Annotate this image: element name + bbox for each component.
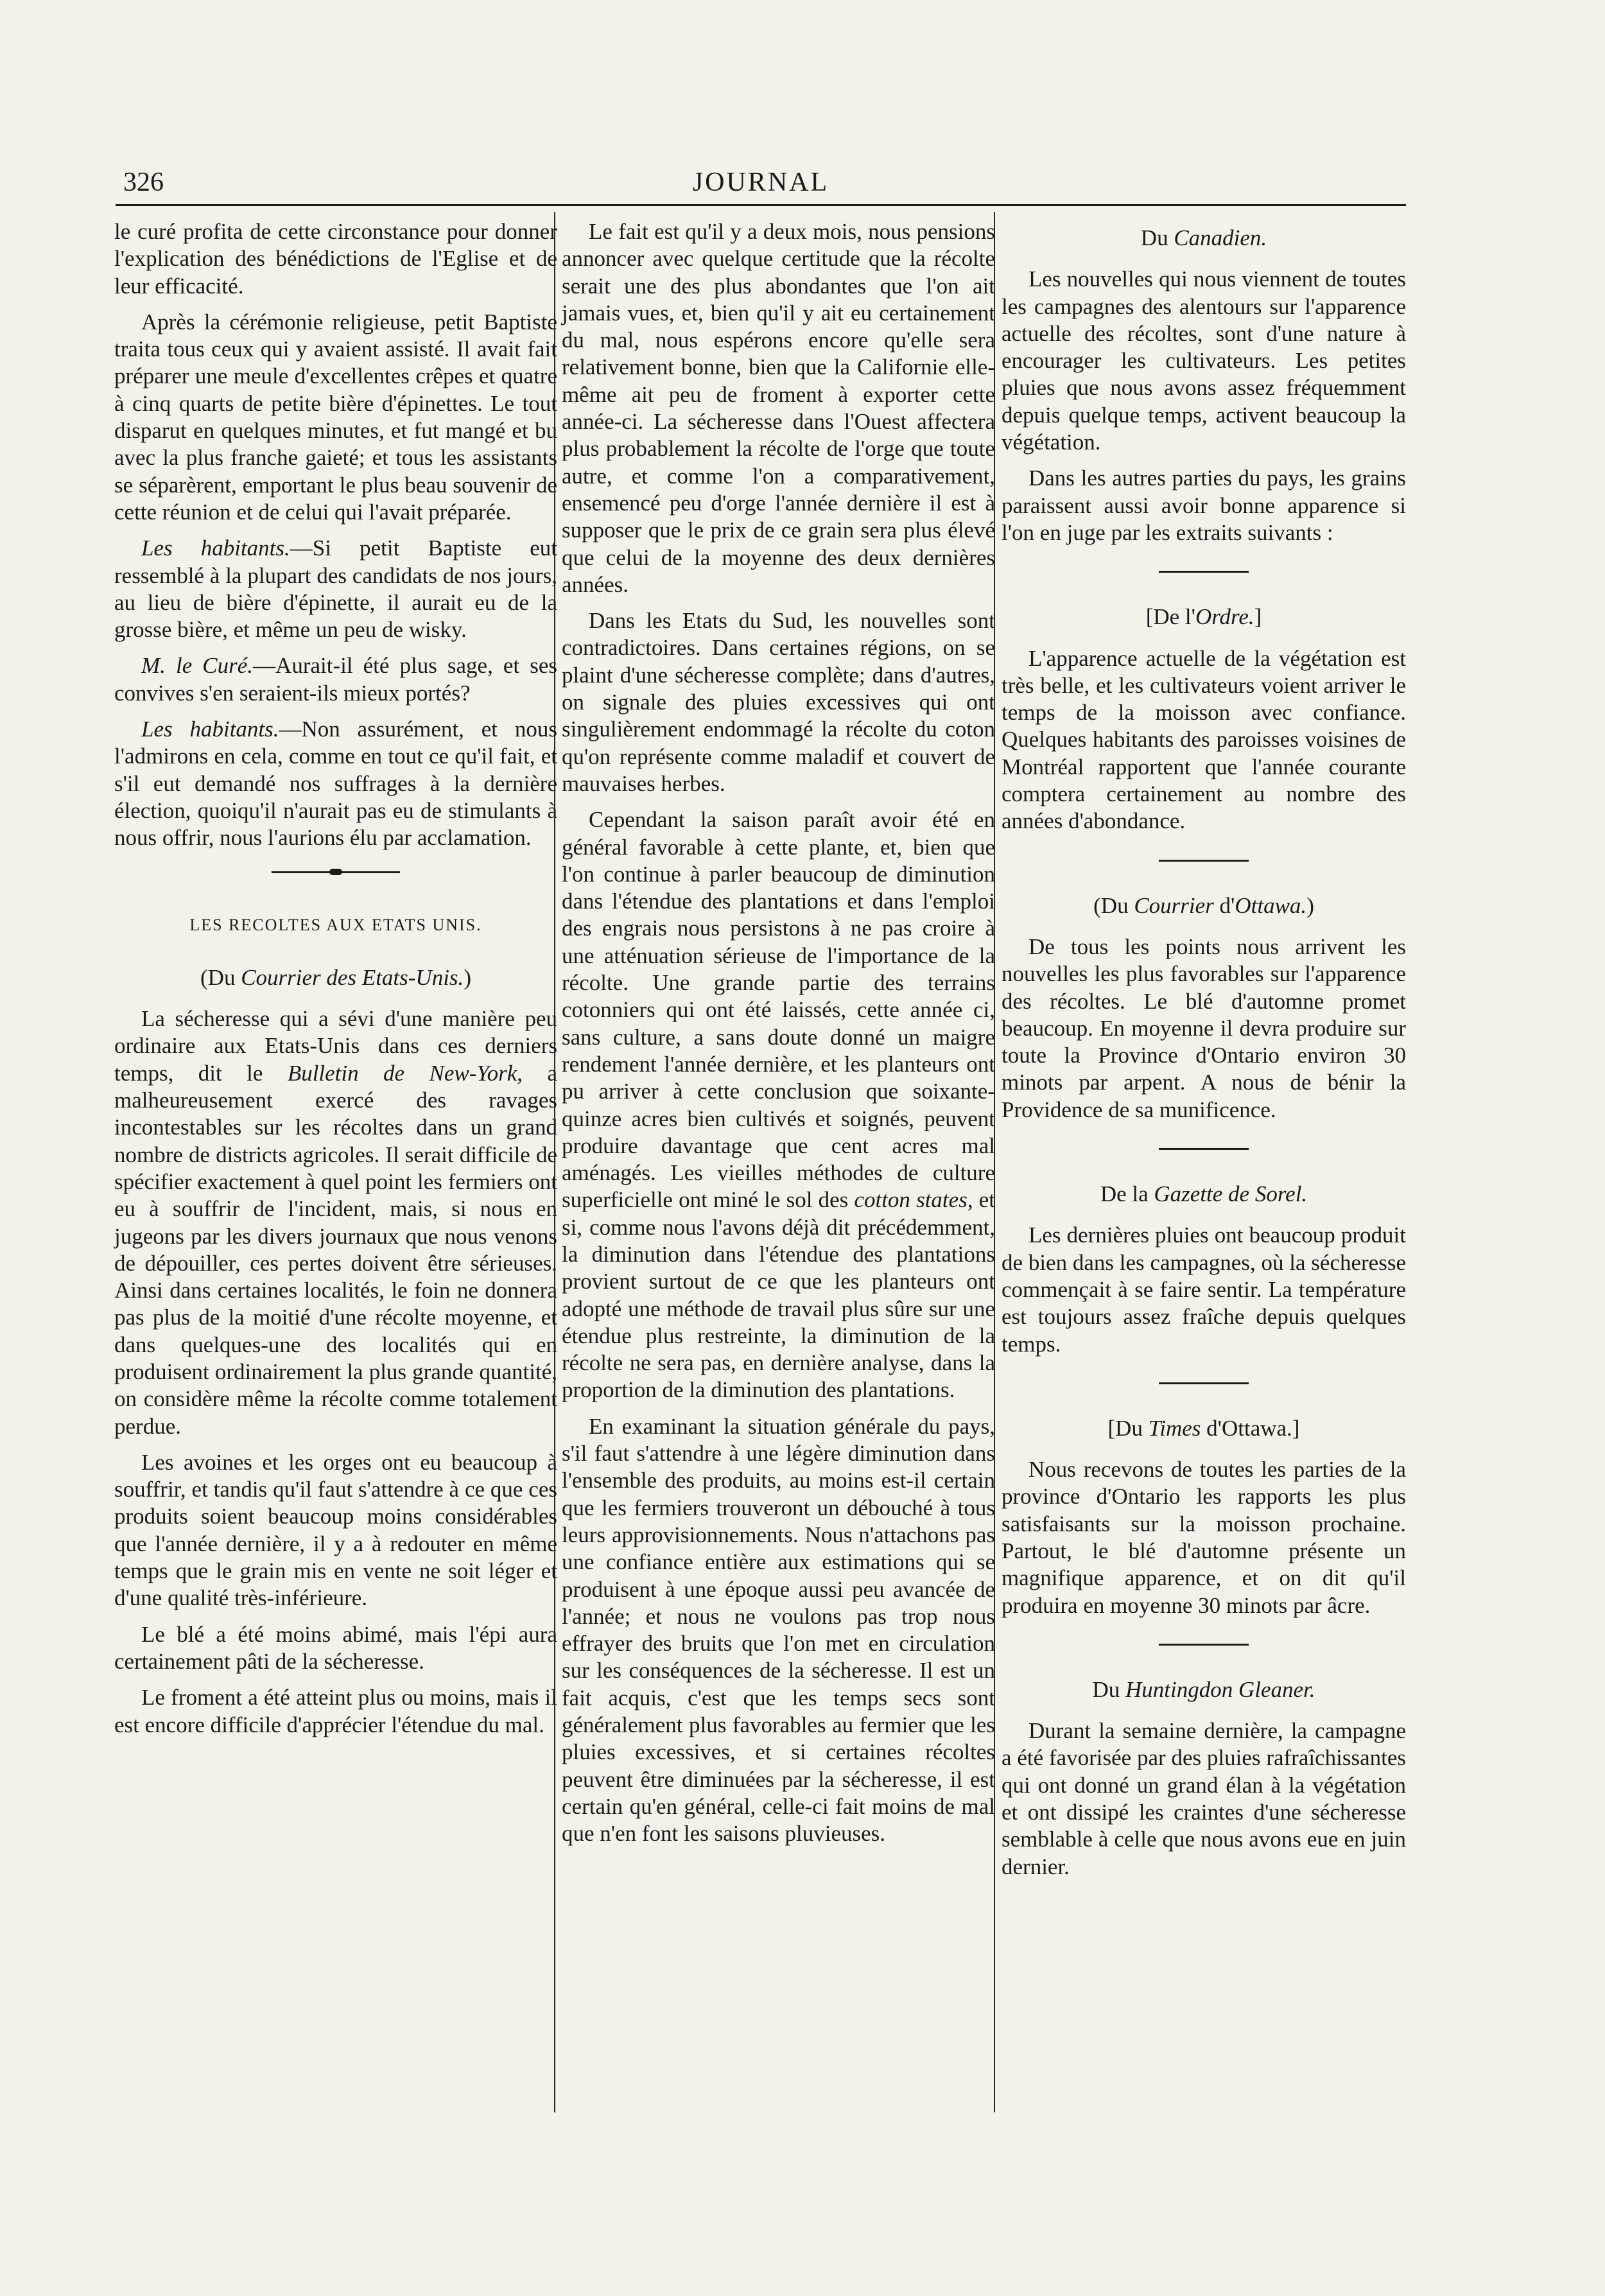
- dialogue-text: —Si petit Baptiste eut ressemblé à la plupart des candidats de nos jours, au lieu de bière d'épinette, il aurait eu de la grosse bière, et même un peu de wisky.: [114, 535, 557, 643]
- column-3: [1002, 218, 1406, 1890]
- source-suffix: ]: [1254, 604, 1262, 630]
- paragraph: Dans les Etats du Sud, les nouvelles sont contradictoires. Dans certaines régions, on se plaint d'une sécheresse complète; dans d'autres, on signale des pluies excessives qui ont singulièrement endommagé la récolte du coton qu'on représente comme maladif et couvert de mauvaises herbes.: [562, 608, 995, 796]
- paragraph: Les avoines et les orges ont eu beaucoup à souffrir, et tandis qu'il faut s'attendre à ce que ces produits soient beaucoup moins considérables que l'année dernière, il y a à redouter en même temps que le grain mis en vente ne soit léger et d'une qualité très-inférieure.: [114, 1449, 557, 1611]
- paragraph: Après la cérémonie religieuse, petit Baptiste traita tous ceux qui y avaient assisté. Il avait fait préparer une meule d'excellentes crêpes et quatre à cinq quarts de petite bière d'épinettes. Le tout disparut en quelques minutes, et fut mangé et bu avec la plus franche gaieté; et tous les assistants se séparèrent, emportant le plus beau souvenir de cette réunion et de celui qui l'avait préparée.: [114, 309, 557, 525]
- source-credit: [1002, 1181, 1406, 1208]
- source-credit: [1002, 1676, 1406, 1703]
- paragraph: Nous recevons de toutes les parties de la province d'Ontario les rapports les plus satisfaisants sur la moisson prochaine. Partout, le blé d'automne présente un magnifique apparence, et on dit qu'il produira en moyenne 30 minots par âcre.: [1002, 1457, 1406, 1618]
- text: Cependant la saison paraît avoir été en général favorable à cette plante, et, bien que l'on continue à parler beaucoup de diminution dans l'étendue des plantations et dans l'emploi des engrais nous persistons à ne pas croire à une atténuation sérieuse de l'importance de la récolte. Une grande partie des terrains cotonniers qui ont été laissés, cette année ci, sans culture, a sans doute donné un maigre rendement l'année dernière, et les planteurs ont pu arriver à cette conclusion que soixante-quinze acres bien cultivés et soignés, peuvent produire davantage que cent acres mal aménagés. Les vieilles méthodes de culture superficielle ont miné le sol des: [562, 807, 995, 1213]
- source-mid: d': [1213, 892, 1235, 918]
- source-suffix: ): [1306, 892, 1314, 918]
- dialogue-paragraph: [114, 652, 557, 707]
- speaker: M. le Curé.: [141, 653, 254, 679]
- paragraph: le curé profita de cette circonstance pour donner l'explication des bénédictions de l'Eglise et de leur efficacité.: [114, 219, 557, 299]
- source-name: Courrier des Etats-Unis.: [241, 964, 464, 990]
- source-prefix: Du: [1140, 225, 1174, 250]
- ornamental-rule: [272, 871, 400, 873]
- text: , a malheureusement exercé des ravages incontestables sur les récoltes dans un grand nombre de districts agricoles. Il serait difficile de spécifier exactement à quel point les fermiers ont eu à souffrir de l'incident, mais, si nous en jugeons par les divers journaux que nous venons de dépouiller, ces pertes doivent être sérieuses. Ainsi dans certaines localités, le foin ne donnera pas plus de la moitié d'une récolte moyenne, et dans quelques-une des localités qui en produisent ordinairement la plus grande quantité, on considère même la récolte comme totalement perdue.: [114, 1060, 557, 1439]
- separator-rule: [1159, 1382, 1249, 1384]
- source-credit: [1002, 1415, 1406, 1442]
- dialogue-paragraph: [114, 535, 557, 643]
- page-header: [116, 167, 1406, 205]
- source-credit: [1002, 225, 1406, 252]
- source-suffix: ): [464, 964, 471, 990]
- paragraph: Dans les autres parties du pays, les grains paraissent aussi avoir bonne apparence si l'on en juge par les extraits suivants :: [1002, 465, 1406, 545]
- source-credit: [1002, 604, 1406, 631]
- section-title: LES RECOLTES AUX ETATS UNIS.: [189, 915, 482, 934]
- page-number: 326: [123, 168, 164, 197]
- paragraph: Les nouvelles qui nous viennent de toutes les campagnes des alentours sur l'apparence actuelle des récoltes, sont d'une nature à encourager les cultivateurs. Les petites pluies que nous avons assez fréquemment depuis quelque temps, activent beaucoup la végétation.: [1002, 266, 1406, 455]
- emphasis: cotton states: [854, 1187, 967, 1213]
- source-prefix: (Du: [1093, 892, 1134, 918]
- paragraph: Le blé a été moins abimé, mais l'épi aura certainement pâti de la sécheresse.: [114, 1621, 557, 1674]
- paragraph: De tous les points nous arrivent les nouvelles les plus favorables sur l'apparence des récoltes. Le blé d'automne promet beaucoup. En moyenne il devra produire sur toute la Province d'Ontario environ 30 minots par arpent. A nous de bénir la Providence de sa munificence.: [1002, 934, 1406, 1122]
- column-2: [562, 218, 995, 1857]
- dialogue-text: —Aurait-il été plus sage, et ses convives s'en seraient-ils mieux portés?: [114, 653, 557, 706]
- source-prefix: [De l': [1145, 604, 1195, 630]
- publication-name: Bulletin de New-York: [287, 1060, 517, 1086]
- text: , et si, comme nous l'avons déjà dit précédemment, la diminution dans l'étendue des plantations provient surtout de ce que les planteurs ont adopté une méthode de travail plus sûre sur une étendue plus restreinte, la diminution de la récolte ne sera pas, en dernière analyse, dans la proportion de la diminution des plantations.: [562, 1187, 995, 1403]
- separator-rule: [1159, 571, 1249, 573]
- speaker: Les habitants.: [141, 717, 279, 742]
- source-suffix: d'Ottawa.]: [1201, 1415, 1300, 1441]
- paragraph: Durant la semaine dernière, la campagne a été favorisée par des pluies rafraîchissantes qui ont donné un grand élan à la végétation et ont dissipé les craintes d'une sécheresse semblable à celle que nous avons eue en juin dernier.: [1002, 1718, 1406, 1879]
- source-name: Courrier: [1134, 892, 1214, 918]
- source-prefix: Du: [1092, 1676, 1125, 1702]
- dialogue-paragraph: [114, 716, 557, 851]
- source-prefix: [Du: [1107, 1415, 1149, 1441]
- separator-rule: [1159, 1148, 1249, 1150]
- source-credit: [114, 964, 557, 991]
- paragraph: Le fait est qu'il y a deux mois, nous pensions annoncer avec quelque certitude que la récolte serait une des plus abondantes que l'on ait jamais vues, et, bien qu'il y ait eu certainement du mal, nous espérons encore qu'elle sera relativement bonne, bien que la Californie elle-même ait peu de froment à exporter cette année-ci. La sécheresse dans l'Ouest affectera plus probablement la récolte de l'orge que toute autre, et comme l'on a comparativement, ensemencé peu d'orge l'année dernière il est à supposer que le prix de ce grain sera plus élevé que celui de la moyenne des deux dernières années.: [562, 219, 995, 597]
- speaker: Les habitants.: [141, 535, 290, 561]
- paragraph: L'apparence actuelle de la végétation est très belle, et les cultivateurs voient arriver le temps de la moisson avec confiance. Quelques habitants des paroisses voisines de Montréal rapportent que l'année courante comptera certainement au nombre des années d'abondance.: [1002, 645, 1406, 834]
- source-name: Gazette de Sorel.: [1154, 1181, 1308, 1207]
- source-name: Ottawa.: [1235, 892, 1307, 918]
- source-name: Huntingdon Gleaner.: [1125, 1676, 1315, 1702]
- running-title: JOURNAL: [692, 168, 829, 197]
- source-name: Ordre.: [1195, 604, 1254, 630]
- source-name: Canadien.: [1174, 225, 1267, 250]
- source-prefix: (Du: [200, 964, 241, 990]
- text: La sécheresse qui a sévi d'une manière peu ordinaire aux Etats-Unis dans ces derniers temps, dit le: [114, 1006, 557, 1086]
- paragraph: [114, 1005, 557, 1440]
- paragraph: Les dernières pluies ont beaucoup produit de bien dans les campagnes, où la sécheresse commençait à se faire sentir. La température est toujours assez fraîche depuis quelques temps.: [1002, 1222, 1406, 1357]
- source-prefix: De la: [1100, 1181, 1154, 1207]
- source-name: Times: [1148, 1415, 1201, 1441]
- header-rule: [116, 204, 1406, 206]
- separator-rule: [1159, 860, 1249, 862]
- paragraph: [562, 806, 995, 1404]
- paragraph: Le froment a été atteint plus ou moins, mais il est encore difficile d'apprécier l'étendue du mal.: [114, 1685, 557, 1737]
- column-1: [114, 218, 557, 1748]
- separator-rule: [1159, 1644, 1249, 1646]
- paragraph: En examinant la situation générale du pays, s'il faut s'attendre à une légère diminution dans l'ensemble des produits, au moins est-il certain que les fermiers trouveront un débouché à tous leurs approvisionnements. Nous n'attachons pas une confiance entière aux estimations qui se produisent à une époque aussi peu avancée de l'année; et nous ne voulons pas trop nous effrayer des bruits que l'on met en circulation sur les conséquences de la sécheresse. Il est un fait acquis, c'est que les temps secs sont généralement plus favorables au fermier que les pluies excessives, et si certaines récoltes peuvent être diminuées par la sécheresse, il est certain qu'en général, celle-ci fait moins de mal que n'en font les saisons pluvieuses.: [562, 1413, 995, 1847]
- source-credit: [1002, 892, 1406, 919]
- dialogue-text: —Non assurément, et nous l'admirons en cela, comme en tout ce qu'il fait, et s'il eut demandé nos suffrages à la dernière élection, quoiqu'il n'aurait pas eu de stimulants à nous offrir, nous l'aurions élu par acclamation.: [114, 717, 557, 851]
